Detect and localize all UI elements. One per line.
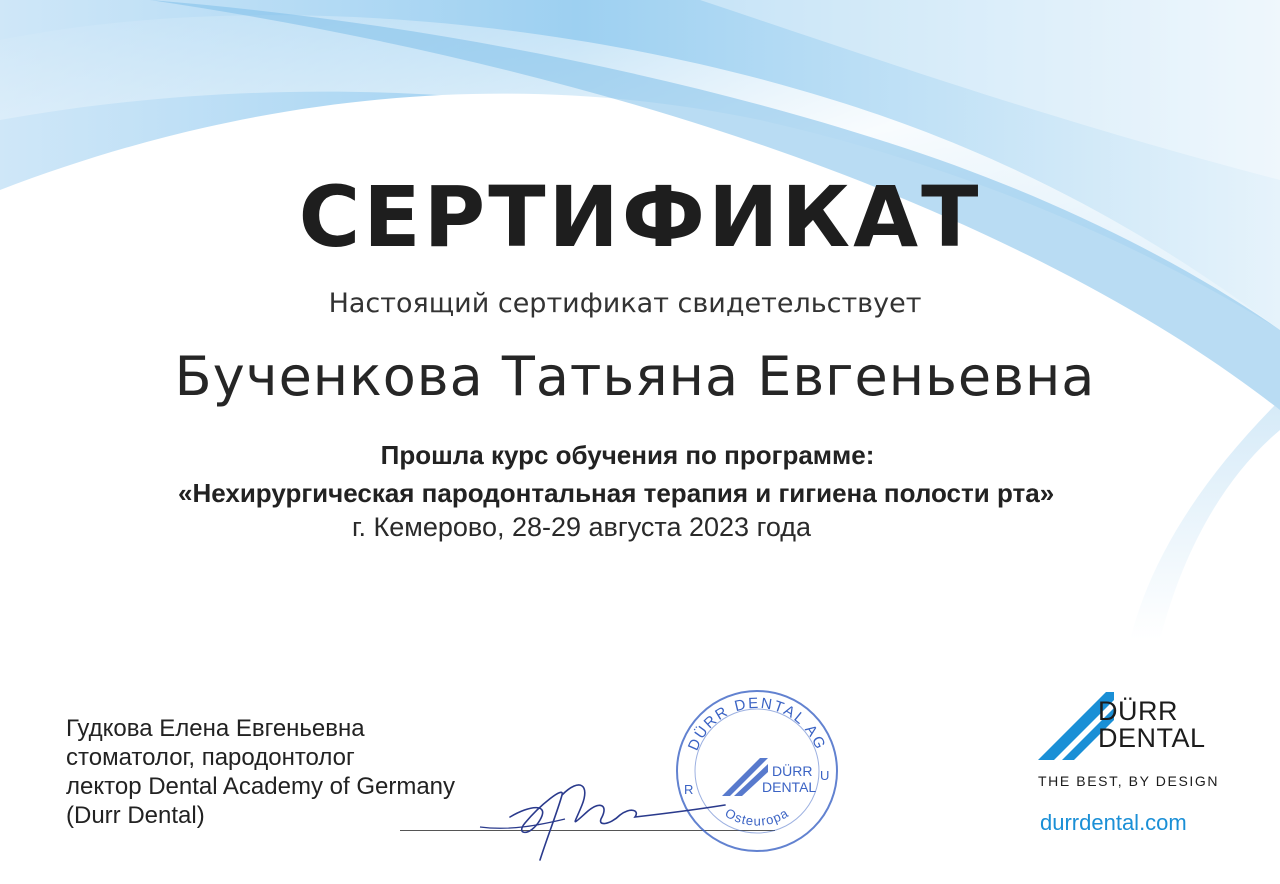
brand-name-line2: DENTAL — [1098, 723, 1206, 753]
place-and-date: г. Кемерово, 28-29 августа 2023 года — [352, 512, 812, 542]
lecturer-company: (Durr Dental) — [66, 802, 205, 829]
lecturer-role: лектор Dental Academy of Germany — [66, 773, 456, 800]
brand-url: durrdental.com — [1040, 810, 1187, 835]
recipient-name: Бученкова Татьяна Евгеньевна — [174, 345, 1096, 408]
lecturer-name: Гудкова Елена Евгеньевна — [66, 715, 365, 742]
brand-name-line1: DÜRR — [1098, 696, 1178, 726]
certificate-title: СЕРТИФИКАТ — [298, 168, 982, 266]
stamp-right-letter: U — [820, 768, 830, 783]
brand-slogan: THE BEST, BY DESIGN — [1038, 773, 1220, 789]
stamp-left-letter: R — [684, 782, 694, 797]
svg-text:DÜRR DENTAL AG — [685, 695, 829, 753]
certificate-subtitle: Настоящий сертификат свидетельствует — [328, 288, 922, 319]
course-name: «Нехирургическая пародонтальная терапия и гигиена полости рта» — [178, 478, 1055, 508]
durr-dental-logo — [1036, 690, 1226, 790]
lecturer-info — [66, 714, 455, 830]
stamp-logo-line1: DÜRR — [772, 763, 813, 779]
stamp-top-text: DÜRR DENTAL AG — [684, 694, 830, 754]
stamp-bottom-text: Osteuropa — [722, 805, 792, 829]
course-intro-text: Прошла курс обучения по программе: — [380, 440, 875, 470]
lecturer-specialty: стоматолог, пародонтолог — [66, 744, 355, 771]
stamp-logo-line2: DENTAL — [762, 779, 817, 795]
svg-text:Osteuropa — [723, 805, 792, 829]
handwritten-signature — [470, 765, 730, 865]
